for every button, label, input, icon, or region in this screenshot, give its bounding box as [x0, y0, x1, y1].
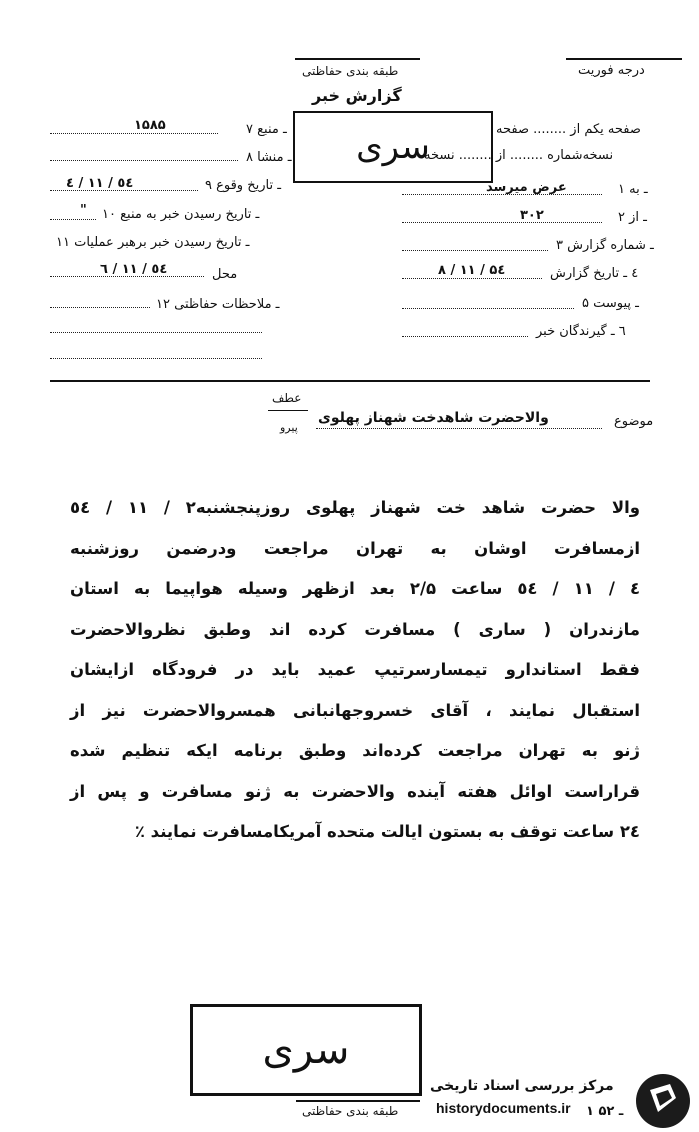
received-label: ۱۰ ـ تاریخ رسیدن خبر به منبع: [102, 207, 260, 222]
body-line: فقط استاندارو تیمسارسرتیپ عمید باید در فرودگاه ازایشان: [70, 660, 640, 679]
footer-rule: [296, 1100, 420, 1102]
attachment-label: ۵ ـ پیوست: [582, 296, 639, 311]
body-line: ازمسافرت اوشان به تهران مراجعت ودرضمن روزشنبه: [70, 538, 640, 558]
classification-label-bottom: طبقه بندی حفاظتی: [302, 1104, 399, 1118]
attachment-dots: [402, 308, 574, 309]
archive-logo-mark: [636, 1074, 690, 1128]
remarks-dots: [50, 307, 150, 308]
subject-annotation-top: عطف: [272, 391, 302, 405]
place-label: محل: [212, 267, 238, 282]
remarks-dots-3: [50, 358, 262, 359]
report-date-value: ۸ / ۱۱ / ۵٤: [438, 263, 506, 278]
body-line: ٤ / ۱۱ / ٥٤ ساعت ۲/۵ بعد ازظهر وسیله هواپیما به استان: [70, 579, 641, 598]
received-dots: [50, 219, 96, 220]
place-dots: [50, 276, 204, 277]
event-date-dots: [50, 190, 198, 191]
page-count-field: صفحه یکم از ........ صفحه: [496, 122, 641, 137]
report-number-dots: [402, 250, 548, 251]
recipients-label: ٦ ـ گیرندگان خبر: [536, 324, 626, 339]
body-line: مازندران ( ساری ) مسافرت کرده اند وطبق نظروالاحضرت: [70, 619, 640, 639]
body-line: والا حضرت شاهد خت شهناز پهلوی روزپنجشنبه۲ / ۱۱ / ٥٤: [70, 498, 641, 517]
to-dots: [402, 194, 602, 195]
to-value: عرض میرسد: [486, 180, 567, 195]
from-label: ۲ ـ از: [618, 210, 647, 225]
source-dots: [50, 133, 218, 134]
received-value: ": [80, 203, 87, 218]
source-label: ۷ ـ منبع: [246, 122, 287, 137]
body-line: قراراست اوائل هفته آینده والاحضرت به ژنو مسافرت و پس از: [70, 781, 640, 801]
body-line: ۲٤ ساعت توقف به بستون ایالت متحده آمریکامسافرت نمایند ٪: [134, 822, 640, 841]
report-body: [70, 488, 640, 853]
body-line: استقبال نمایند ، آقای خسروجهانبانی همسروالاحضرت نیز از: [70, 700, 640, 720]
report-date-label: ٤ ـ تاریخ گزارش: [550, 266, 639, 281]
classification-rule-top: [295, 58, 420, 60]
body-line: ژنو به تهران مراجعت کرده‌اند وطبق برنامه ایکه تنظیم شده: [70, 741, 640, 760]
report-title: گزارش خبر: [312, 86, 402, 105]
from-dots: [402, 222, 602, 223]
ops-date-label: ۱۱ ـ تاریخ رسیدن خبر برهبر عملیات: [56, 235, 250, 250]
form-number: ۱ ـ ۵۲: [586, 1104, 624, 1119]
subject-label: موضوع: [614, 414, 654, 429]
watermark-title: مرکز بررسی اسناد تاریخی: [430, 1078, 614, 1094]
recipients-dots: [402, 336, 528, 337]
header-separator: [50, 380, 650, 382]
subject-annotation-bottom: پیرو: [280, 421, 298, 434]
remarks-dots-2: [50, 332, 262, 333]
origin-dots: [50, 160, 238, 161]
to-label: ۱ ـ به: [618, 182, 648, 197]
classification-label-top: طبقه بندی حفاظتی: [302, 64, 399, 78]
watermark-url: historydocuments.ir: [436, 1100, 571, 1116]
secret-stamp-bottom: سری: [190, 1004, 422, 1096]
subject-value: والاحضرت شاهدخت شهناز پهلوی: [318, 410, 549, 426]
event-date-label: ۹ ـ تاریخ وقوع: [205, 178, 282, 193]
source-value: ۱۵۸۵: [134, 118, 166, 133]
report-number-label: ۳ ـ شماره گزارش: [556, 238, 654, 253]
place-value: ٦ / ۱۱ / ٥٤: [100, 262, 168, 277]
priority-rule: [566, 58, 682, 60]
subject-dots: [316, 428, 602, 429]
copy-number-field: نسخه‌شماره ........ از ........ نسخه: [424, 148, 614, 163]
remarks-label: ۱۲ ـ ملاحظات حفاظتی: [156, 297, 280, 312]
subject-annotation-line: [268, 410, 308, 411]
origin-label: ۸ ـ منشا: [246, 150, 292, 165]
secret-stamp-top: سری: [293, 111, 493, 183]
report-date-dots: [402, 278, 542, 279]
from-value: ۳۰۲: [520, 208, 544, 223]
archive-logo-icon: [636, 1074, 690, 1128]
event-date-value: ٤ / ۱۱ / ٥٤: [66, 176, 134, 191]
priority-label: درجه فوریت: [578, 63, 645, 78]
